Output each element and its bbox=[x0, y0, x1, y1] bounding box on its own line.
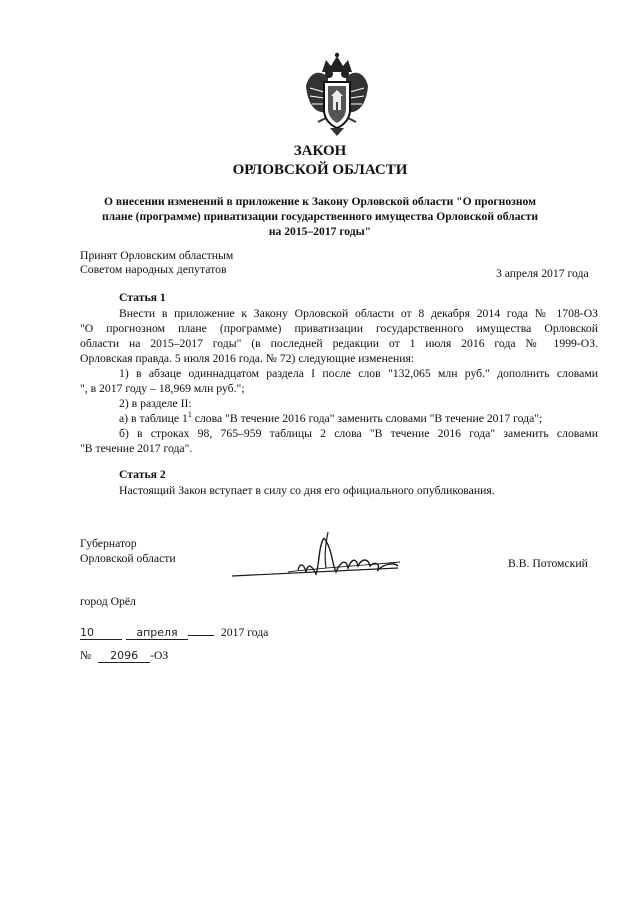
signatory-role-line-2: Орловской области bbox=[80, 552, 176, 565]
subtitle-line-2: плане (программе) приватизации государственного имущества Орловской области bbox=[101, 210, 539, 223]
article-1-heading: Статья 1 bbox=[119, 291, 166, 304]
footer-date-month: апреля bbox=[136, 626, 178, 639]
footer-date-month-field bbox=[126, 625, 188, 640]
item-2b-line-2: "В течение 2017 года". bbox=[80, 442, 193, 455]
footer-number bbox=[80, 648, 168, 663]
document-subtitle bbox=[0, 194, 640, 239]
adoption-line-1: Принят Орловским областным bbox=[80, 249, 234, 262]
signatory-name: В.В. Потомский bbox=[508, 557, 588, 570]
footer-number-suffix: -ОЗ bbox=[150, 649, 169, 662]
article-1-para-line-4: Орловская правда. 5 июля 2016 года. № 72) следующие изменения: bbox=[80, 352, 415, 365]
item-2a-text-end: слова "В течение 2016 года" заменить словами "В течение 2017 года"; bbox=[191, 412, 543, 425]
footer-date-day: 10 bbox=[80, 626, 94, 639]
handwritten-signature bbox=[228, 528, 408, 588]
footer-date-blank bbox=[188, 621, 214, 636]
footer-date-day-field bbox=[80, 625, 122, 640]
subtitle-line-1: О внесении изменений в приложение к Закону Орловской области "О прогнозном bbox=[104, 195, 536, 208]
coat-of-arms-emblem bbox=[302, 52, 372, 138]
item-2b-line-1: б) в строках 98, 765–959 таблицы 2 слова "В течение 2016 года" заменить словами bbox=[119, 427, 598, 440]
subtitle-line-3: на 2015–2017 годы" bbox=[268, 225, 372, 238]
footer-date bbox=[80, 621, 268, 640]
article-1-para-line-1: Внести в приложение к Закону Орловской области от 8 декабря 2014 года № 1708-ОЗ bbox=[119, 307, 598, 320]
article-1-para-line-3: области на 2015–2017 годы" (в последней редакции от 1 июля 2016 года № 1999-ОЗ. bbox=[80, 337, 598, 350]
item-1-line-2: ", в 2017 году – 18,969 млн руб."; bbox=[80, 382, 245, 395]
article-2-heading: Статья 2 bbox=[119, 468, 166, 481]
item-1-line-1: 1) в абзаце одиннадцатом раздела I после слов "132,065 млн руб." дополнить словами bbox=[119, 367, 598, 380]
document-title bbox=[0, 142, 640, 180]
footer-city: город Орёл bbox=[80, 595, 136, 608]
item-2: 2) в разделе II: bbox=[119, 397, 192, 410]
footer-number-field bbox=[98, 648, 150, 663]
item-2a bbox=[119, 411, 542, 426]
item-2a-superscript: 1 bbox=[187, 410, 192, 420]
footer-number-value: 2096 bbox=[110, 649, 139, 662]
footer-date-year: 2017 года bbox=[220, 626, 269, 639]
item-2a-text-start: а) в таблице 1 bbox=[119, 412, 188, 425]
adoption-line-2: Советом народных депутатов bbox=[80, 263, 227, 276]
signatory-role-line-1: Губернатор bbox=[80, 537, 137, 550]
article-1-para-line-2: "О прогнозном плане (программе) приватизации государственного имущества Орловской bbox=[80, 322, 598, 335]
adoption-date: 3 апреля 2017 года bbox=[496, 267, 589, 280]
title-line-1: ЗАКОН bbox=[293, 143, 347, 159]
title-line-2: ОРЛОВСКОЙ ОБЛАСТИ bbox=[232, 162, 408, 178]
article-2-text: Настоящий Закон вступает в силу со дня его официального опубликования. bbox=[119, 484, 495, 497]
footer-number-prefix: № bbox=[80, 649, 92, 662]
